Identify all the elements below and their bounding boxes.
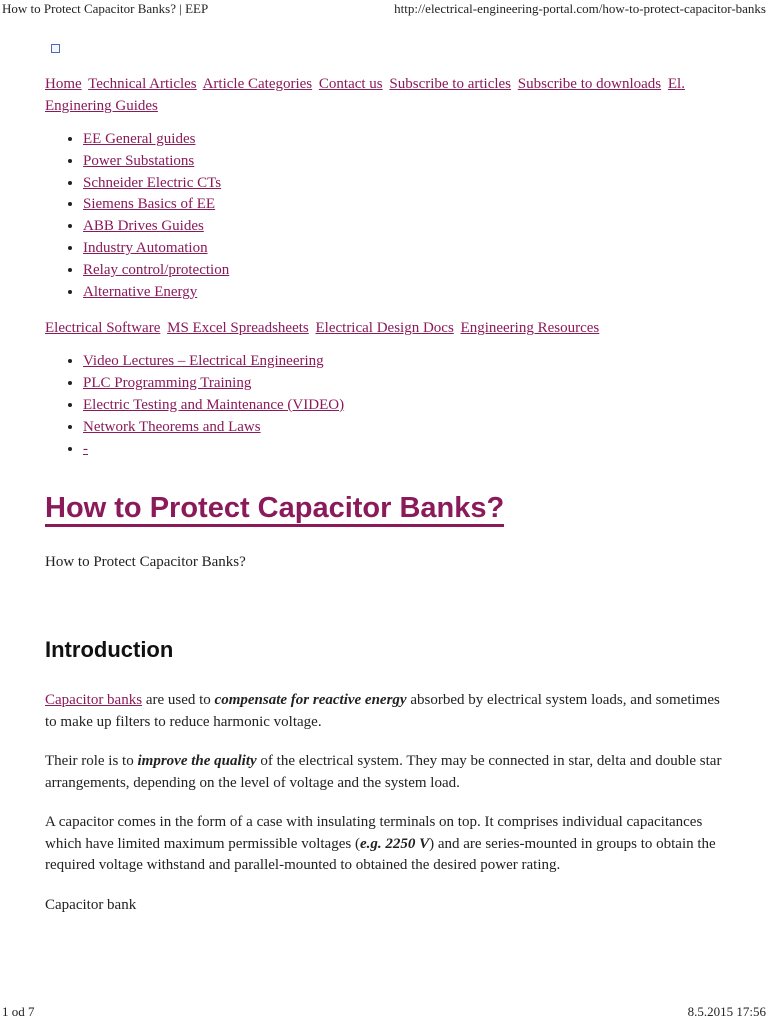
paragraph-role (45, 751, 735, 794)
guide-power-substations-link[interactable]: Power Substations (83, 152, 195, 169)
text-span: Their role is to (45, 753, 138, 770)
capacitor-banks-link[interactable]: Capacitor banks (45, 692, 143, 709)
resources-list (45, 351, 735, 460)
emphasis-text: e.g. 2250 V (359, 835, 430, 852)
page-title[interactable] (45, 490, 735, 526)
emphasis-text: improve the quality (137, 753, 257, 770)
nav-engineering-guides-link[interactable]: El. Enginering Guides (45, 76, 685, 114)
nav-article-categories-link[interactable]: Article Categories (202, 76, 313, 92)
page-title-link[interactable]: How to Protect Capacitor Banks? (45, 492, 504, 527)
list-item (83, 351, 735, 373)
list-item (83, 216, 735, 238)
text-span: are used to (142, 692, 215, 709)
text-span: of the electrical system. They may be connected in star, delta and double star arrangements, depending on the level of voltage and the system load. (45, 753, 722, 791)
resource-testing-maintenance-link[interactable]: Electric Testing and Maintenance (VIDEO) (83, 396, 345, 413)
page-number: 1 od 7 (2, 1004, 35, 1019)
nav-subscribe-articles-link[interactable]: Subscribe to articles (389, 76, 512, 92)
article-subtitle: How to Protect Capacitor Banks? (45, 554, 246, 571)
list-item (83, 282, 735, 304)
print-header-url: http://electrical-engineering-portal.com/how-to-protect-capacitor-banks (394, 1, 766, 16)
introduction-heading: Introduction (45, 637, 174, 663)
list-item (83, 194, 735, 216)
text-span: A capacitor comes in the form of a case with insulating terminals on top. It comprises individual capacitances which have limited maximum permissible voltages ( (45, 814, 703, 852)
resource-network-theorems-link[interactable]: Network Theorems and Laws (83, 418, 261, 435)
nav-electrical-software-link[interactable]: Electrical Software (45, 320, 161, 337)
guide-siemens-basics-link[interactable]: Siemens Basics of EE (83, 196, 216, 213)
image-caption: Capacitor bank (45, 896, 137, 913)
emphasis-text: compensate for reactive energy (214, 692, 407, 709)
paragraph-capacitor-banks (45, 690, 735, 733)
print-datetime: 8.5.2015 17:56 (687, 1004, 766, 1019)
list-item (83, 151, 735, 173)
guide-schneider-cts-link[interactable]: Schneider Electric CTs (83, 174, 222, 191)
guide-alternative-energy-link[interactable]: Alternative Energy (83, 283, 198, 300)
resource-plc-training-link[interactable]: PLC Programming Training (83, 375, 252, 392)
site-logo-icon[interactable] (51, 44, 60, 53)
text-span: ) and are series-mounted in groups to obtain the required voltage withstand and parallel-mounted to obtained the desired power rating. (45, 835, 716, 874)
page-content (45, 44, 735, 916)
guide-abb-drives-link[interactable]: ABB Drives Guides (83, 218, 204, 235)
print-header-title: How to Protect Capacitor Banks? | EEP (2, 1, 209, 16)
nav-excel-spreadsheets-link[interactable]: MS Excel Spreadsheets (167, 320, 309, 337)
print-header (0, 0, 768, 20)
nav-engineering-resources-link[interactable]: Engineering Resources (460, 320, 600, 337)
list-item (83, 173, 735, 195)
guide-industry-automation-link[interactable]: Industry Automation (83, 239, 208, 256)
list-item (83, 417, 735, 439)
nav-contact-link[interactable]: Contact us (318, 76, 383, 92)
nav-design-docs-link[interactable]: Electrical Design Docs (315, 320, 454, 337)
list-item (83, 260, 735, 282)
resource-video-lectures-link[interactable]: Video Lectures – Electrical Engineering (83, 353, 324, 370)
resource-dash-link[interactable]: - (83, 440, 88, 457)
guides-list (45, 129, 735, 303)
print-footer (0, 1004, 768, 1024)
guide-ee-general-link[interactable]: EE General guides (83, 131, 196, 147)
list-item (83, 395, 735, 417)
nav-subscribe-downloads-link[interactable]: Subscribe to downloads (517, 76, 662, 92)
list-item (83, 439, 735, 461)
nav-home-link[interactable]: Home (45, 76, 82, 92)
list-item (83, 238, 735, 260)
list-item (83, 373, 735, 395)
list-item (83, 129, 735, 151)
secondary-navigation (45, 317, 735, 339)
paragraph-capacitor-case (45, 812, 735, 877)
nav-technical-articles-link[interactable]: Technical Articles (88, 76, 197, 92)
guide-relay-control-link[interactable]: Relay control/protection (83, 261, 230, 278)
top-navigation (45, 73, 735, 117)
text-span: absorbed by electrical system loads, and sometimes to make up filters to reduce harmonic voltage. (45, 692, 720, 730)
